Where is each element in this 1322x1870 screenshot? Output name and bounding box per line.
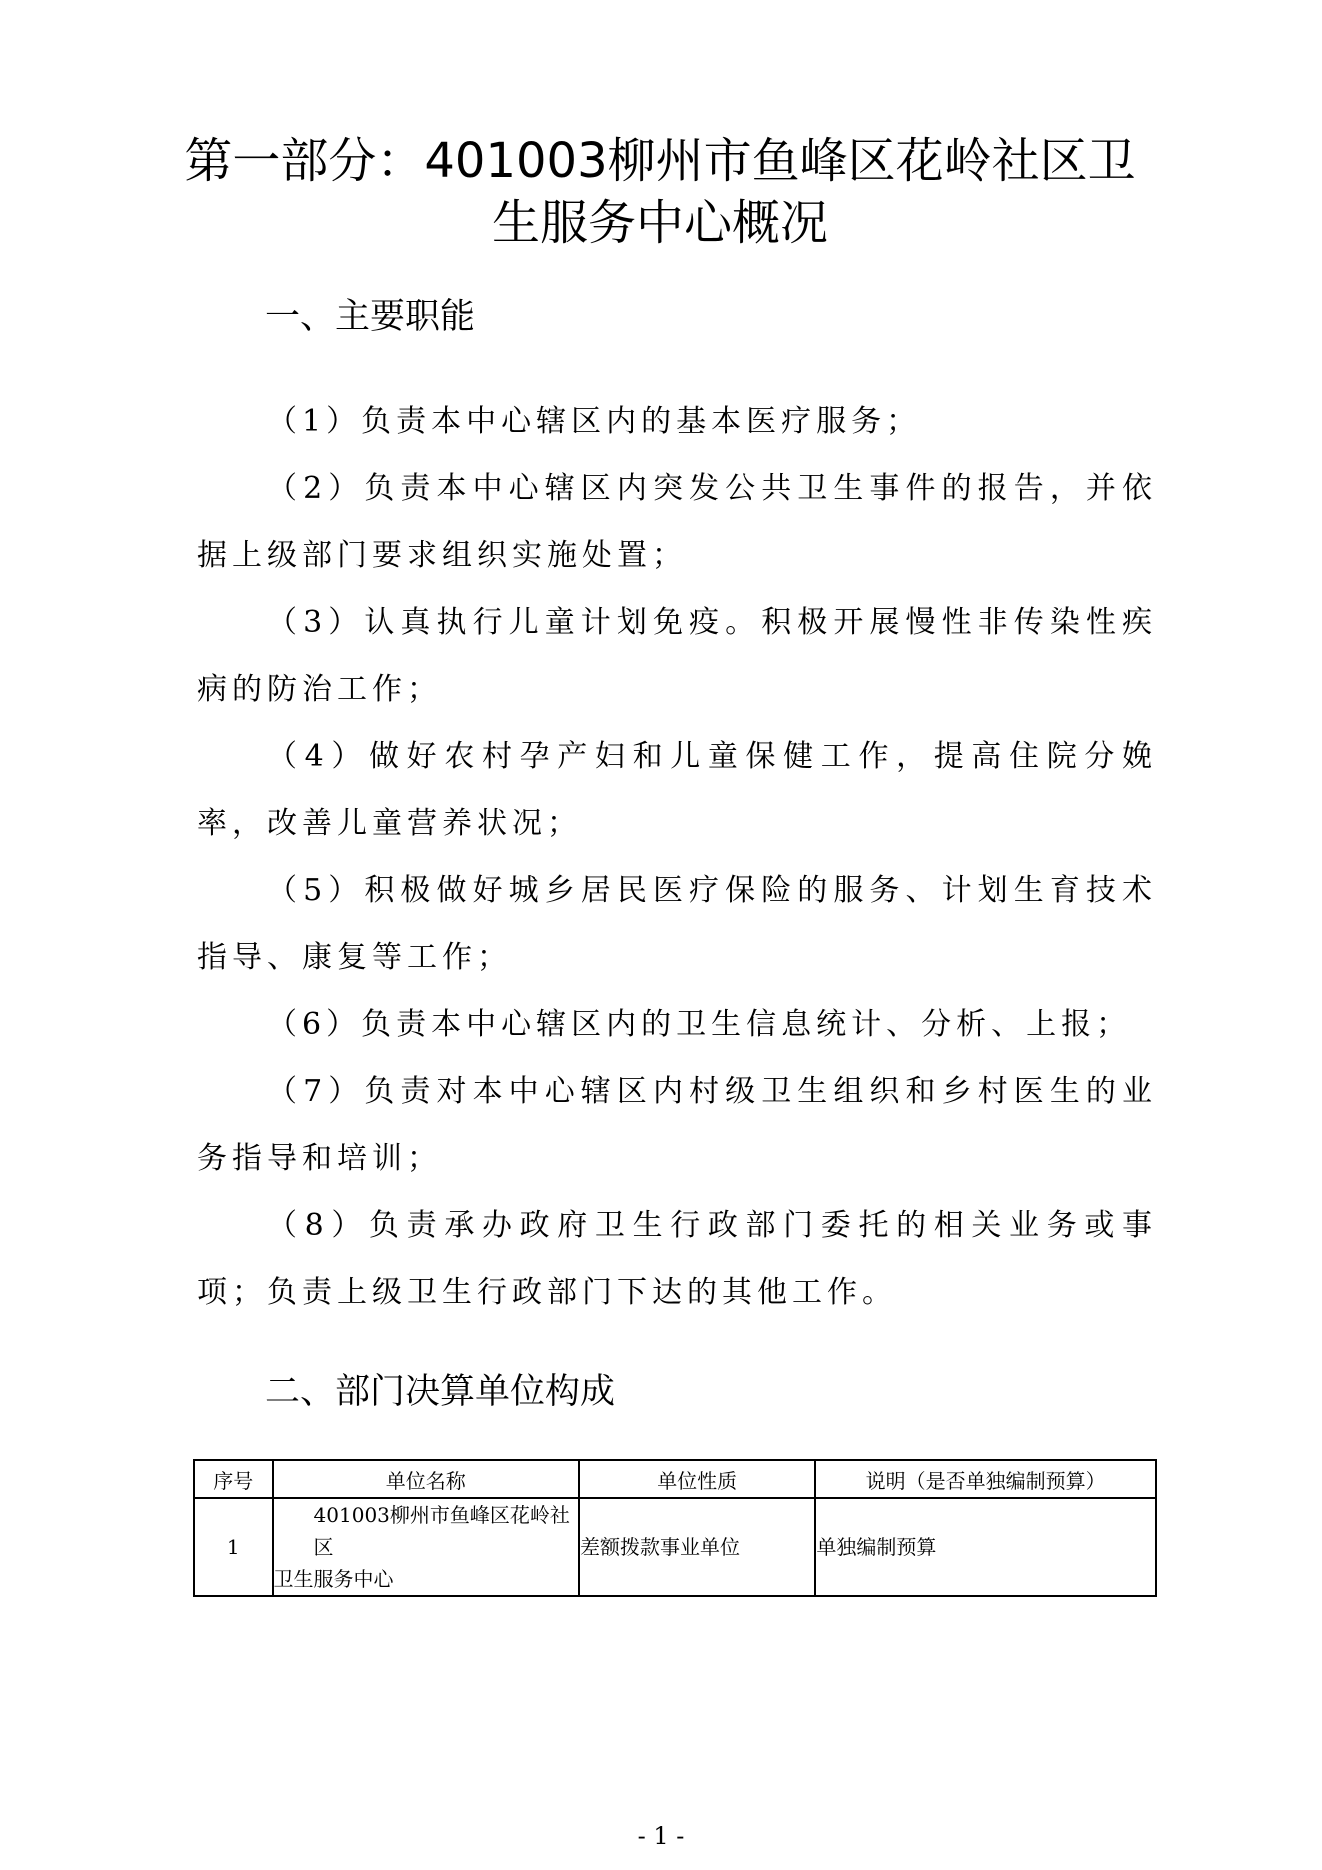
header-no: 序号: [194, 1460, 273, 1498]
table-row: [194, 1498, 1156, 1596]
title-line-1: 第一部分：401003柳州市鱼峰区花岭社区卫: [184, 133, 1136, 189]
section-heading-units: 二、部门决算单位构成: [265, 1372, 616, 1412]
function-item-4: （4）做好农村孕产妇和儿童保健工作，提高住院分娩率，改善儿童营养状况；: [197, 739, 1157, 841]
page-number: - 1 -: [637, 1822, 685, 1850]
units-table: [193, 1459, 1157, 1597]
section-heading-functions: 一、主要职能: [265, 297, 476, 337]
cell-name-line-1: 401003柳州市鱼峰区花岭社区: [313, 1503, 570, 1559]
header-name: 单位名称: [273, 1460, 580, 1498]
cell-type: 差额拨款事业单位: [579, 1498, 815, 1596]
page-title: [160, 130, 1160, 254]
function-item-8: （8）负责承办政府卫生行政部门委托的相关业务或事项；负责上级卫生行政部门下达的其他工作。: [197, 1208, 1157, 1310]
header-desc: 说明（是否单独编制预算）: [815, 1460, 1156, 1498]
title-line-2: 生服务中心概况: [491, 195, 828, 251]
function-item-1: （1）负责本中心辖区内的基本医疗服务；: [267, 404, 922, 439]
function-item-6: （6）负责本中心辖区内的卫生信息统计、分析、上报；: [267, 1007, 1132, 1042]
cell-name: [273, 1498, 580, 1596]
table-header-row: [194, 1460, 1156, 1498]
function-item-3: （3）认真执行儿童计划免疫。积极开展慢性非传染性疾病的防治工作；: [197, 605, 1157, 707]
cell-desc: 单独编制预算: [815, 1498, 1156, 1596]
cell-no: 1: [194, 1498, 273, 1596]
function-item-7: （7）负责对本中心辖区内村级卫生组织和乡村医生的业务指导和培训；: [197, 1074, 1157, 1176]
cell-name-line-2: 卫生服务中心: [273, 1567, 394, 1591]
function-item-5: （5）积极做好城乡居民医疗保险的服务、计划生育技术指导、康复等工作；: [197, 873, 1157, 975]
functions-list: [197, 388, 1157, 1326]
function-item-2: （2）负责本中心辖区内突发公共卫生事件的报告，并依据上级部门要求组织实施处置；: [197, 471, 1157, 573]
header-type: 单位性质: [579, 1460, 815, 1498]
